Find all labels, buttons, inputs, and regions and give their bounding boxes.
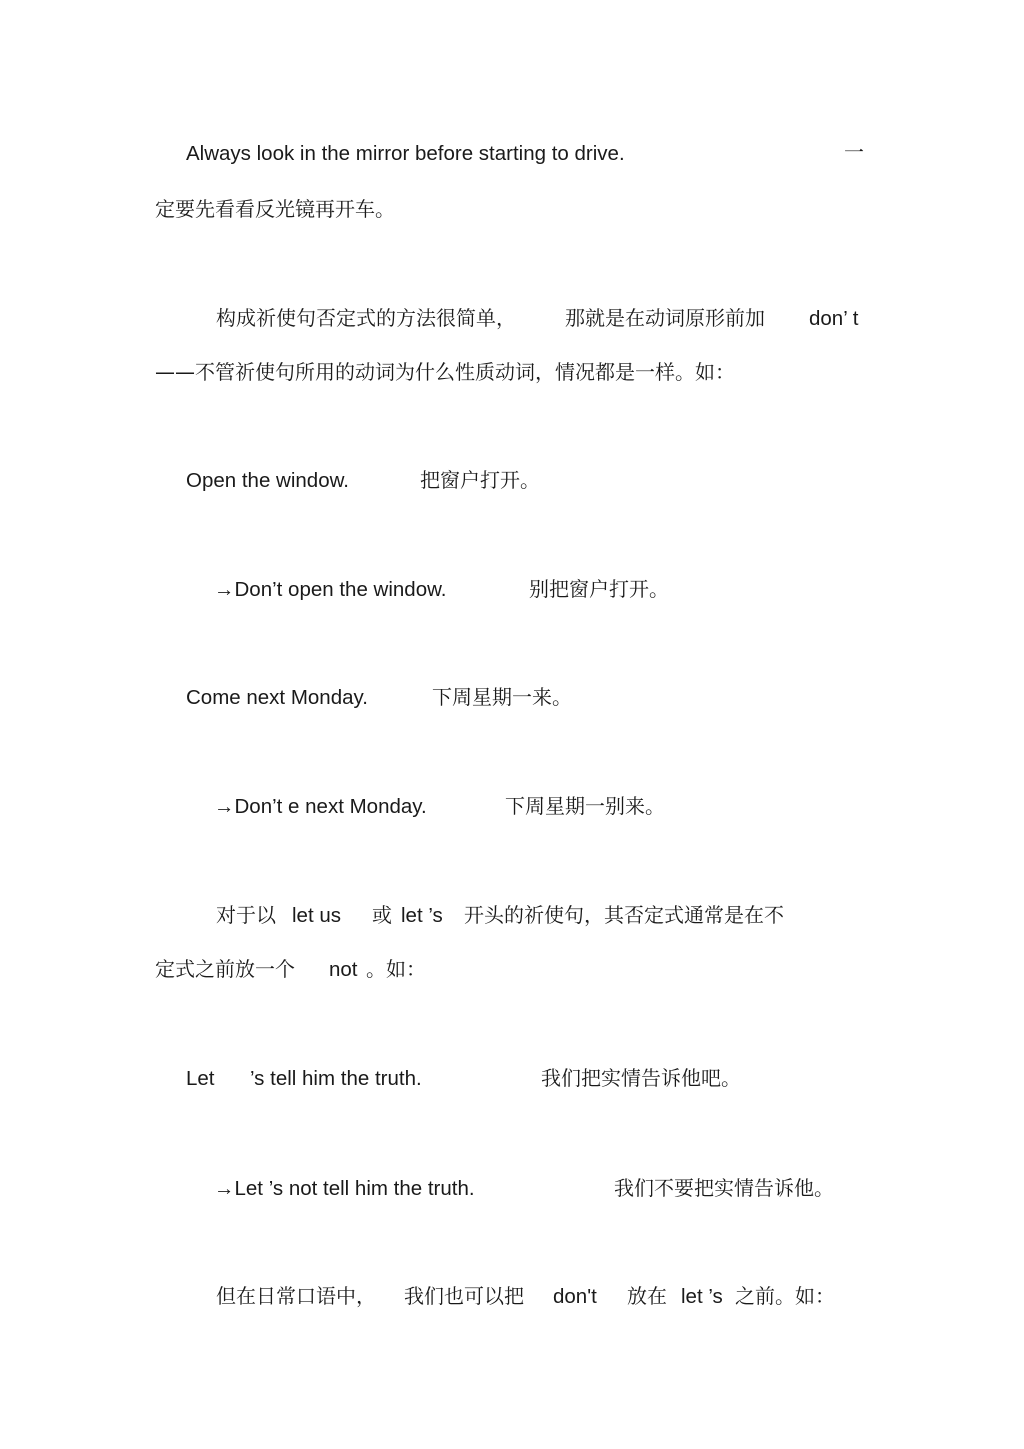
example-english: Come next Monday. [186, 686, 368, 709]
paragraph-text: 之前。如： [735, 1284, 835, 1308]
paragraph-text: 。如： [366, 957, 426, 981]
paragraph-text: 开头的祈使句，其否定式通常是在不 [464, 903, 784, 927]
example-chinese: 把窗户打开。 [420, 468, 540, 492]
paragraph-text: 定式之前放一个 [155, 957, 295, 981]
paragraph-text-english: let ’s [401, 904, 443, 927]
paragraph-text: 对于以 [216, 903, 276, 927]
paragraph-text: 构成祈使句否定式的方法很简单， [216, 306, 516, 330]
paragraph-text-english: don't [553, 1285, 597, 1308]
example-english: Open the window. [186, 469, 349, 492]
example-chinese: 下周星期一别来。 [505, 794, 665, 818]
example-english: →Don’t e next Monday. [214, 795, 427, 818]
example-english: →Don’t open the window. [214, 578, 447, 601]
example-chinese: 我们把实情告诉他吧。 [541, 1066, 741, 1090]
paragraph-text-english: let us [292, 904, 341, 927]
paragraph-text-english: not [329, 958, 358, 981]
paragraph-text: 但在日常口语中， [216, 1284, 376, 1308]
sentence-chinese: 定要先看看反光镜再开车。 [155, 197, 395, 221]
example-english: →Let ’s not tell him the truth. [214, 1177, 475, 1200]
paragraph-text: 那就是在动词原形前加 [565, 306, 765, 330]
paragraph-text: ——不管祈使句所用的动词为什么性质动词，情况都是一样。如： [155, 360, 735, 384]
paragraph-text-english: don’ t [809, 307, 859, 330]
example-english: ’s tell him the truth. [250, 1067, 422, 1090]
example-english: Let [186, 1067, 215, 1090]
sentence-english: Always look in the mirror before starting to drive. [186, 142, 625, 165]
paragraph-text-english: let ’s [681, 1285, 723, 1308]
example-chinese: 我们不要把实情告诉他。 [614, 1176, 834, 1200]
paragraph-text: 放在 [627, 1284, 667, 1308]
paragraph-text: 我们也可以把 [404, 1284, 524, 1308]
example-chinese: 下周星期一来。 [432, 685, 572, 709]
example-chinese: 别把窗户打开。 [529, 577, 669, 601]
sentence-chinese: 一 [844, 140, 864, 164]
paragraph-text: 或 [372, 903, 392, 927]
